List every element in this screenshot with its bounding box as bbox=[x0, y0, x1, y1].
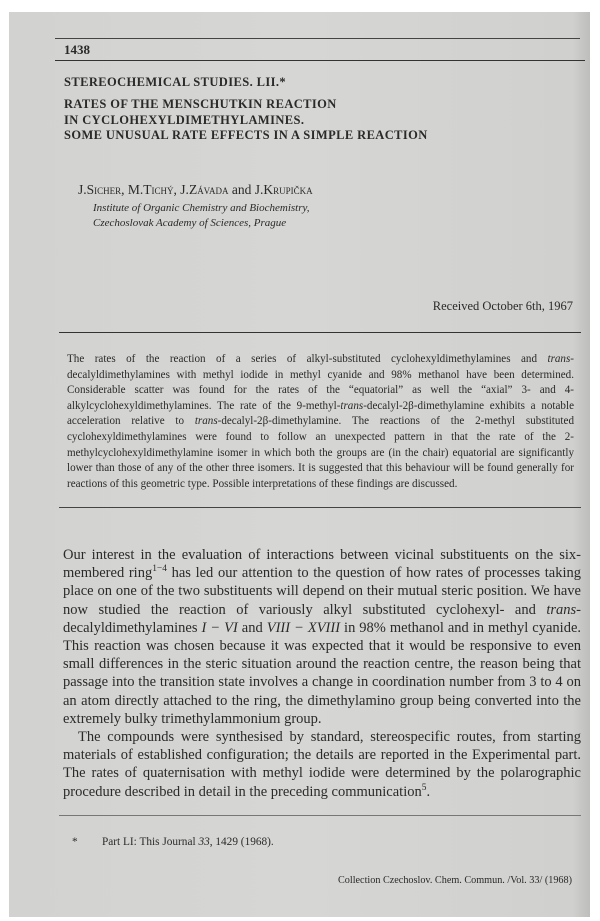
author-4: J.Krupička bbox=[254, 182, 313, 197]
author-1: J.Sicher bbox=[78, 182, 122, 197]
body-paragraph-2: The compounds were synthesised by standard, stereospecific routes, from starting materials of established configuration; the details are reported in the Experimental part. The rates of quaternisation with methyl iodide were determined by the polarographic procedure described in detail in the preceding communication$^5$. bbox=[63, 729, 581, 800]
title-line-1: RATES OF THE MENSCHUTKIN REACTION bbox=[64, 97, 337, 111]
abstract: The rates of the reaction of a series of alkyl-substituted cyclohexyldimethylamines and trans-decalyldimethylamines with methyl iodide in methyl cyanide and 98% methanol have been determined. Considerable scatter was found for the rates of the “equatorial” as well the “axial” 3- and 4-alkylcyclohexyldimethylamines. The rate of the 9-methyl-trans-decalyl-2β-dimethylamine exhibits a notable acceleration relative to trans-decalyl-2β-dimethylamine. The reactions of the 2-methyl substituted cyclohexyldimethylamines were found to follow an unexpected pattern in that the rate of the 2-methylcyclohexyldimethylamine isomer in which both the groups are (in the chair) equatorial are significantly lower than those of any of the other three isomers. It is suggested that this behaviour will be found generally for reactions of this geometric type. Possible interpretations of these findings are discussed. bbox=[67, 353, 574, 490]
authors: J.Sicher, M.Tichý, J.Závada and J.Krupička bbox=[78, 182, 313, 197]
abstract-rule-bottom bbox=[59, 507, 581, 508]
title-line-3: SOME UNUSUAL RATE EFFECTS IN A SIMPLE REACTION bbox=[64, 128, 428, 142]
footnote-rule bbox=[59, 815, 581, 816]
title-line-2: IN CYCLOHEXYLDIMETHYLAMINES. bbox=[64, 112, 305, 127]
series-title: STEREOCHEMICAL STUDIES. LII.* bbox=[64, 75, 287, 89]
affiliation-line-1: Institute of Organic Chemistry and Biochemistry, bbox=[93, 202, 310, 214]
received-date: Received October 6th, 1967 bbox=[432, 299, 573, 313]
affiliation bbox=[93, 201, 310, 231]
reference-5: 5 bbox=[421, 782, 427, 793]
reference-1-4: 1−4 bbox=[152, 564, 167, 575]
affiliation-line-2: Czechoslovak Academy of Sciences, Prague bbox=[93, 217, 287, 229]
author-3: J.Závada bbox=[180, 182, 229, 197]
footnote-asterisk: * bbox=[72, 836, 78, 848]
footnote: * Part LI: This Journal 33, 1429 (1968). bbox=[72, 836, 274, 848]
scanned-page bbox=[9, 12, 590, 917]
header-rule-bottom bbox=[55, 60, 585, 61]
page-number: 1438 bbox=[64, 42, 90, 57]
journal-footer: Collection Czechoslov. Chem. Commun. /Vol. 33/ (1968) bbox=[337, 875, 572, 886]
article-title bbox=[64, 97, 428, 144]
header-rule-top bbox=[55, 38, 580, 39]
body-text bbox=[63, 546, 581, 801]
author-2: M.Tichý bbox=[127, 182, 174, 197]
body-paragraph-1: Our interest in the evaluation of interactions between vicinal substituents on the six-membered ring$^{1-4}$ has led our attention to the question of how rates of processes taking place on one of the two substituents will depend on their mutual steric position. We have now studied the reaction of variously alkyl substituted cyclohexyl- and trans-decalyldimethylamines I − VI and VIII − XVIII in 98% methanol and in methyl cyanide. This reaction was chosen because it was expected that it would be responsive to even small differences in the steric situation around the reaction centre, the reason being that passage into the transition state involves a change in coordination number from 3 to 4 on an atom directly attached to the ring, the dimethylamino group being converted into the extremely bulky trimethylammonium group. bbox=[63, 547, 582, 727]
abstract-rule-top bbox=[59, 332, 581, 333]
